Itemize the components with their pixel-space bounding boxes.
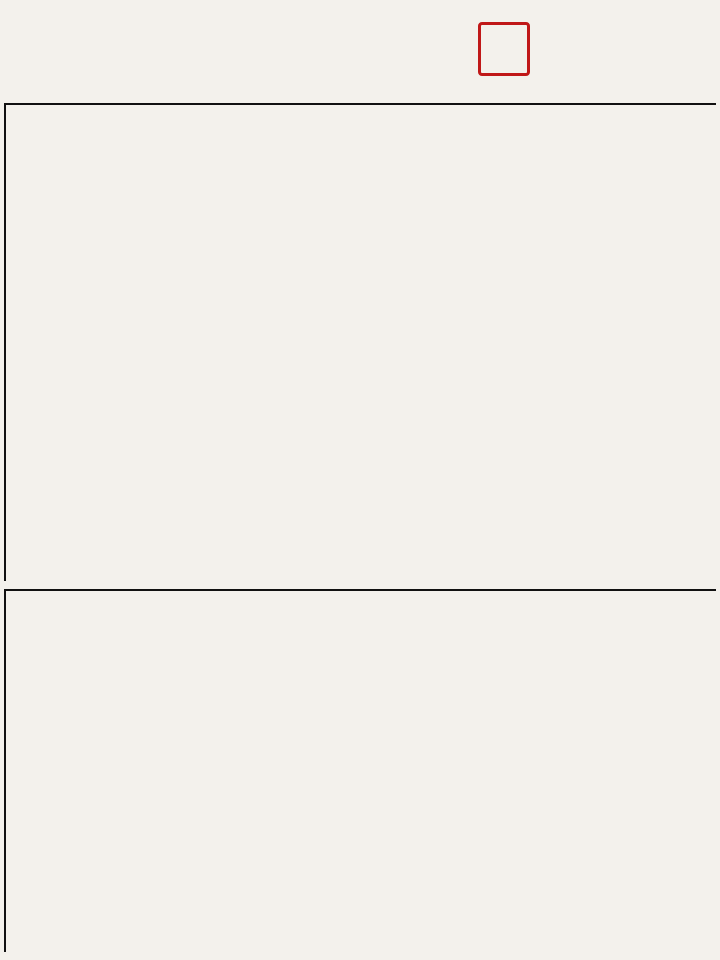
seal-stamp xyxy=(478,22,530,76)
annual-table xyxy=(4,589,716,952)
header xyxy=(0,0,720,104)
gender-line xyxy=(12,31,19,46)
logo xyxy=(478,10,708,80)
chart-grid xyxy=(4,103,716,581)
